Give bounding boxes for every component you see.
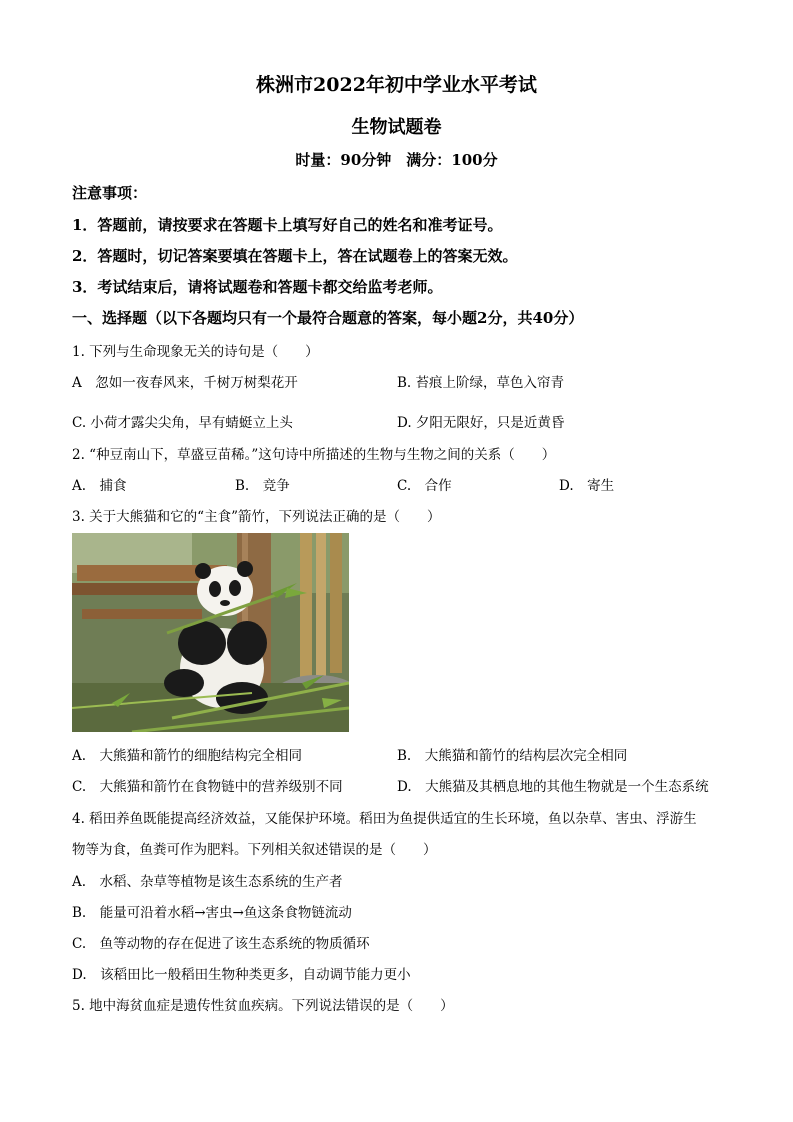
question-4-stem-line-1: 4. 稻田养鱼既能提高经济效益，又能保护环境。稻田为鱼提供适宜的生长环境，鱼以杂草、害虫、浮游生 (72, 811, 697, 827)
question-1-option-c: C. 小荷才露尖尖角，早有蜻蜓立上头 (72, 415, 293, 431)
question-3-stem: 3. 关于大熊猫和它的“主食”箭竹，下列说法正确的是（ ） (72, 509, 441, 525)
question-3-option-a: A. 大熊猫和箭竹的细胞结构完全相同 (72, 748, 303, 764)
note-item: 1．答题前，请按要求在答题卡上填写好自己的姓名和准考证号。 (72, 216, 503, 234)
question-4-option-b: B. 能量可沿着水稻→害虫→鱼这条食物链流动 (72, 905, 352, 921)
question-2-option-d: D. 寄生 (559, 478, 615, 494)
question-2-option-b: B. 竞争 (235, 478, 290, 494)
question-4-stem-line-2: 物等为食，鱼粪可作为肥料。下列相关叙述错误的是（ ） (72, 842, 437, 858)
panda-photo (72, 533, 349, 732)
exam-time-info: 时量：90分钟 满分：100分 (295, 151, 498, 169)
question-1-option-a: A 忽如一夜春风来，千树万树梨花开 (72, 375, 298, 391)
notes-heading: 注意事项： (72, 184, 148, 202)
question-3-option-d: D. 大熊猫及其栖息地的其他生物就是一个生态系统 (397, 779, 709, 795)
question-4-option-d: D. 该稻田比一般稻田生物种类更多，自动调节能力更小 (72, 967, 411, 983)
question-1-stem: 1. 下列与生命现象无关的诗句是（ ） (72, 344, 319, 360)
section-heading: 一、选择题（以下各题均只有一个最符合题意的答案，每小题2分，共40分） (72, 309, 584, 327)
question-2-option-c: C. 合作 (397, 478, 452, 494)
question-3-option-c: C. 大熊猫和箭竹在食物链中的营养级别不同 (72, 779, 343, 795)
exam-subtitle: 生物试题卷 (351, 117, 442, 138)
question-1-option-d: D. 夕阳无限好，只是近黄昏 (397, 415, 565, 431)
question-2-stem: 2. “种豆南山下，草盛豆苗稀。”这句诗中所描述的生物与生物之间的关系（ ） (72, 447, 556, 463)
question-3-option-b: B. 大熊猫和箭竹的结构层次完全相同 (397, 748, 628, 764)
exam-title: 株洲市2022年初中学业水平考试 (256, 74, 537, 96)
question-1-option-b: B. 苔痕上阶绿，草色入帘青 (397, 375, 565, 391)
note-item: 2．答题时，切记答案要填在答题卡上，答在试题卷上的答案无效。 (72, 247, 518, 265)
note-item: 3．考试结束后，请将试题卷和答题卡都交给监考老师。 (72, 278, 443, 296)
question-4-option-c: C. 鱼等动物的存在促进了该生态系统的物质循环 (72, 936, 370, 952)
question-2-option-a: A. 捕食 (72, 478, 127, 494)
question-4-option-a: A. 水稻、杂草等植物是该生态系统的生产者 (72, 874, 343, 890)
question-5-stem: 5. 地中海贫血症是遗传性贫血疾病。下列说法错误的是（ ） (72, 998, 454, 1014)
